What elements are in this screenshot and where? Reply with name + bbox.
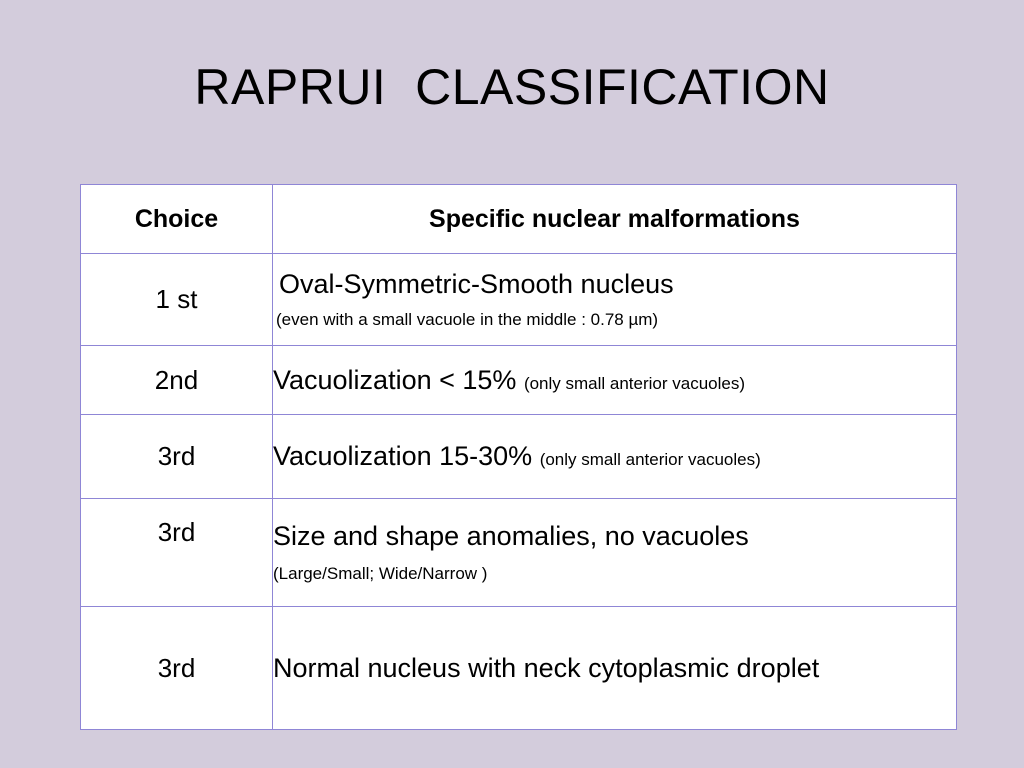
table-row — [81, 346, 957, 415]
malformation-cell — [273, 499, 957, 607]
malformation-cell — [273, 607, 957, 730]
table-row — [81, 254, 957, 346]
table-header-row — [81, 185, 957, 254]
choice-cell: 3rd — [81, 415, 273, 499]
slide-title: RAPRUI CLASSIFICATION — [194, 59, 830, 115]
malformation-text: Normal nucleus with neck cytoplasmic droplet — [273, 652, 820, 683]
header-choice: Choice — [81, 185, 273, 254]
malformation-note: (only small anterior vacuoles) — [523, 373, 746, 393]
table-row — [81, 607, 957, 730]
malformation-text: Oval-Symmetric-Smooth nucleus — [279, 269, 674, 299]
malformation-text: Vacuolization 15-30% — [273, 441, 533, 471]
malformation-note: (Large/Small; Wide/Narrow ) — [273, 564, 488, 583]
classification-table — [80, 184, 957, 730]
choice-cell: 3rd — [81, 607, 273, 730]
malformation-cell — [273, 254, 957, 346]
malformation-cell — [273, 415, 957, 499]
malformation-note: (only small anterior vacuoles) — [539, 450, 761, 469]
choice-cell: 3rd — [81, 499, 273, 607]
malformation-text: Vacuolization < 15% — [273, 364, 517, 395]
table-row — [81, 499, 957, 607]
malformation-cell — [273, 346, 957, 415]
malformation-note: (even with a small vacuole in the middle : 0.78 µm) — [276, 310, 659, 329]
choice-cell: 1 st — [81, 254, 273, 346]
choice-cell: 2nd — [81, 346, 273, 415]
table-row — [81, 415, 957, 499]
header-malformations: Specific nuclear malformations — [273, 185, 957, 254]
malformation-text: Size and shape anomalies, no vacuoles — [273, 521, 749, 551]
